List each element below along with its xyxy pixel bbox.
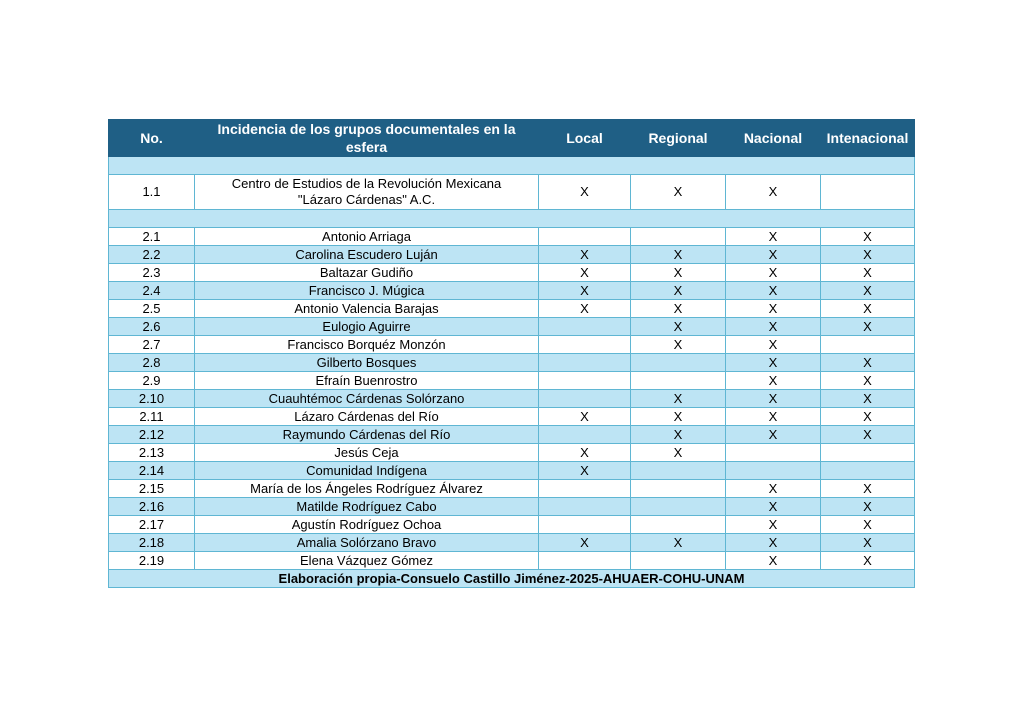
table-row <box>109 462 915 480</box>
row-nacional <box>726 444 821 462</box>
table-row <box>109 390 915 408</box>
row-nacional: X <box>726 552 821 570</box>
row-internacional: X <box>821 282 915 300</box>
row-local: X <box>539 462 631 480</box>
row-local <box>539 516 631 534</box>
table-row <box>109 372 915 390</box>
row-regional <box>631 516 726 534</box>
row-name: Cuauhtémoc Cárdenas Solórzano <box>195 390 539 408</box>
row-regional: X <box>631 300 726 318</box>
row-no: 2.4 <box>109 282 195 300</box>
row-internacional: X <box>821 408 915 426</box>
row-no: 2.6 <box>109 318 195 336</box>
row-nacional: X <box>726 282 821 300</box>
row-internacional: X <box>821 534 915 552</box>
row-internacional: X <box>821 426 915 444</box>
row-local <box>539 228 631 246</box>
row-regional: X <box>631 444 726 462</box>
row-name: Carolina Escudero Luján <box>195 246 539 264</box>
row-regional <box>631 372 726 390</box>
row-name: Amalia Solórzano Bravo <box>195 534 539 552</box>
row-no: 2.17 <box>109 516 195 534</box>
row-local: X <box>539 408 631 426</box>
row-no: 2.13 <box>109 444 195 462</box>
row-internacional: X <box>821 354 915 372</box>
row-no: 2.11 <box>109 408 195 426</box>
row-no: 2.3 <box>109 264 195 282</box>
row-nacional: X <box>726 516 821 534</box>
row-no: 2.1 <box>109 228 195 246</box>
table-row <box>109 228 915 246</box>
header-internacional: Intenacional <box>821 120 915 157</box>
row-local <box>539 480 631 498</box>
row-local: X <box>539 444 631 462</box>
row-local <box>539 318 631 336</box>
row-name: Matilde Rodríguez Cabo <box>195 498 539 516</box>
row-local <box>539 498 631 516</box>
row-local <box>539 336 631 354</box>
separator-cell <box>109 157 915 175</box>
row-internacional: X <box>821 264 915 282</box>
footer-row <box>109 570 915 588</box>
table-row <box>109 444 915 462</box>
row-no: 2.19 <box>109 552 195 570</box>
row-internacional: X <box>821 246 915 264</box>
table-row <box>109 552 915 570</box>
row-regional <box>631 354 726 372</box>
row-internacional <box>821 336 915 354</box>
table-row <box>109 498 915 516</box>
table-row <box>109 300 915 318</box>
header-nacional: Nacional <box>726 120 821 157</box>
row-internacional: X <box>821 372 915 390</box>
header-regional: Regional <box>631 120 726 157</box>
row-regional: X <box>631 318 726 336</box>
row-internacional: X <box>821 516 915 534</box>
row-no: 2.12 <box>109 426 195 444</box>
row-name: María de los Ángeles Rodríguez Álvarez <box>195 480 539 498</box>
row-name: Jesús Ceja <box>195 444 539 462</box>
row-local <box>539 552 631 570</box>
table-body <box>109 157 915 570</box>
row-local: X <box>539 534 631 552</box>
row-internacional <box>821 175 915 210</box>
row-local: X <box>539 264 631 282</box>
row-nacional: X <box>726 498 821 516</box>
row-no: 2.10 <box>109 390 195 408</box>
row-no: 2.14 <box>109 462 195 480</box>
row-name: Antonio Valencia Barajas <box>195 300 539 318</box>
row-nacional: X <box>726 480 821 498</box>
row-no: 2.7 <box>109 336 195 354</box>
row-name: Baltazar Gudiño <box>195 264 539 282</box>
row-regional <box>631 552 726 570</box>
row-regional <box>631 498 726 516</box>
row-internacional: X <box>821 300 915 318</box>
row-name: Francisco J. Múgica <box>195 282 539 300</box>
table-row <box>109 426 915 444</box>
row-name-line2: "Lázaro Cárdenas" A.C. <box>297 192 436 207</box>
row-name: Agustín Rodríguez Ochoa <box>195 516 539 534</box>
row-regional: X <box>631 246 726 264</box>
table-row <box>109 480 915 498</box>
row-no: 1.1 <box>109 175 195 210</box>
row-nacional: X <box>726 336 821 354</box>
row-nacional: X <box>726 408 821 426</box>
table-row <box>109 282 915 300</box>
incidence-table <box>108 119 915 588</box>
row-no: 2.5 <box>109 300 195 318</box>
row-internacional: X <box>821 318 915 336</box>
row-local <box>539 426 631 444</box>
row-name: Gilberto Bosques <box>195 354 539 372</box>
row-local: X <box>539 300 631 318</box>
row-no: 2.8 <box>109 354 195 372</box>
table-row <box>109 246 915 264</box>
header-local: Local <box>539 120 631 157</box>
row-nacional: X <box>726 300 821 318</box>
table-row <box>109 175 915 210</box>
row-regional: X <box>631 390 726 408</box>
row-local: X <box>539 175 631 210</box>
row-internacional: X <box>821 552 915 570</box>
table-row <box>109 354 915 372</box>
row-nacional: X <box>726 318 821 336</box>
row-nacional: X <box>726 228 821 246</box>
row-regional: X <box>631 534 726 552</box>
row-internacional: X <box>821 480 915 498</box>
row-name: Eulogio Aguirre <box>195 318 539 336</box>
separator-row <box>109 210 915 228</box>
row-name-line1: Centro de Estudios de la Revolución Mexicana <box>231 176 502 191</box>
row-regional: X <box>631 264 726 282</box>
row-nacional <box>726 462 821 480</box>
row-internacional <box>821 462 915 480</box>
row-nacional: X <box>726 390 821 408</box>
row-name: Lázaro Cárdenas del Río <box>195 408 539 426</box>
row-name: Comunidad Indígena <box>195 462 539 480</box>
row-no: 2.18 <box>109 534 195 552</box>
table-row <box>109 516 915 534</box>
row-no: 2.9 <box>109 372 195 390</box>
row-name: Elena Vázquez Gómez <box>195 552 539 570</box>
row-nacional: X <box>726 372 821 390</box>
row-local: X <box>539 246 631 264</box>
row-regional: X <box>631 282 726 300</box>
row-nacional: X <box>726 175 821 210</box>
row-nacional: X <box>726 534 821 552</box>
table-row <box>109 318 915 336</box>
table-row <box>109 408 915 426</box>
row-name: Antonio Arriaga <box>195 228 539 246</box>
row-local <box>539 354 631 372</box>
row-nacional: X <box>726 354 821 372</box>
row-regional <box>631 228 726 246</box>
row-no: 2.2 <box>109 246 195 264</box>
separator-cell <box>109 210 915 228</box>
row-regional: X <box>631 426 726 444</box>
row-regional: X <box>631 336 726 354</box>
row-regional: X <box>631 408 726 426</box>
row-nacional: X <box>726 426 821 444</box>
table-row <box>109 264 915 282</box>
row-nacional: X <box>726 264 821 282</box>
separator-row <box>109 157 915 175</box>
header-description: Incidencia de los grupos documentales en la esfera <box>195 120 539 157</box>
row-regional <box>631 462 726 480</box>
header-no: No. <box>109 120 195 157</box>
row-name <box>195 175 539 210</box>
row-no: 2.15 <box>109 480 195 498</box>
row-internacional: X <box>821 390 915 408</box>
row-no: 2.16 <box>109 498 195 516</box>
row-local <box>539 372 631 390</box>
footer-credit: Elaboración propia-Consuelo Castillo Jiménez-2025-AHUAER-COHU-UNAM <box>109 570 915 588</box>
row-regional <box>631 480 726 498</box>
row-local <box>539 390 631 408</box>
row-name: Efraín Buenrostro <box>195 372 539 390</box>
row-internacional <box>821 444 915 462</box>
row-name: Francisco Borquéz Monzón <box>195 336 539 354</box>
table-header-row <box>109 120 915 157</box>
table-row <box>109 534 915 552</box>
table-row <box>109 336 915 354</box>
row-nacional: X <box>726 246 821 264</box>
row-name: Raymundo Cárdenas del Río <box>195 426 539 444</box>
row-local: X <box>539 282 631 300</box>
row-regional: X <box>631 175 726 210</box>
row-internacional: X <box>821 228 915 246</box>
row-internacional: X <box>821 498 915 516</box>
